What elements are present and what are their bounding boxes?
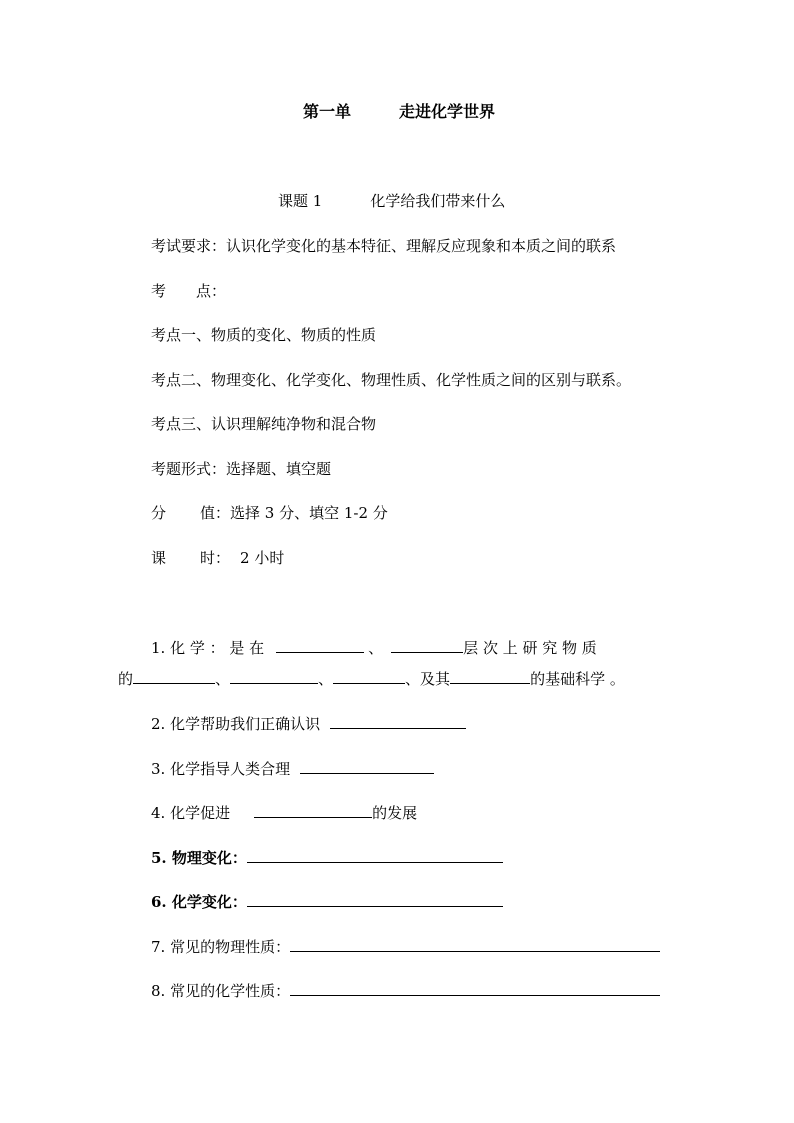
q1-blank-5[interactable] bbox=[333, 668, 405, 684]
question-6 bbox=[151, 891, 503, 912]
lesson-title bbox=[278, 191, 505, 211]
hours-value: 2 小时 bbox=[240, 549, 285, 567]
exam-point-3: 考点三、认识理解纯净物和混合物 bbox=[151, 415, 377, 433]
q1-sep-1: 、 bbox=[368, 639, 384, 657]
q3-text: 3. 化学指导人类合理 bbox=[151, 760, 291, 778]
q1-blank-2[interactable] bbox=[391, 637, 463, 653]
q1-blank-1[interactable] bbox=[276, 637, 364, 653]
q8-text: 8. 常见的化学性质： bbox=[151, 982, 291, 1000]
score-value bbox=[151, 503, 388, 523]
q1-blank-6[interactable] bbox=[450, 668, 530, 684]
question-3 bbox=[151, 758, 434, 779]
q8-blank[interactable] bbox=[290, 980, 660, 996]
question-5 bbox=[151, 847, 503, 868]
exam-requirements: 考试要求：认识化学变化的基本特征、理解反应现象和本质之间的联系 bbox=[151, 237, 617, 255]
hours-label-b: 时： bbox=[200, 549, 231, 567]
points-label-a: 考 bbox=[151, 282, 167, 300]
q1-text-b: 层 次 上 研 究 物 质 bbox=[463, 639, 597, 657]
exam-point-2: 考点二、物理变化、化学变化、物理性质、化学性质之间的区别与联系。 bbox=[151, 371, 632, 389]
question-7 bbox=[151, 936, 660, 957]
q2-blank[interactable] bbox=[330, 713, 466, 729]
q1-blank-3[interactable] bbox=[133, 668, 215, 684]
q3-blank[interactable] bbox=[300, 758, 434, 774]
question-4 bbox=[151, 802, 417, 823]
q2-text: 2. 化学帮助我们正确认识 bbox=[151, 715, 321, 733]
q4-blank[interactable] bbox=[254, 802, 372, 818]
lesson-title-part1: 课题 1 bbox=[278, 192, 323, 210]
q1-blank-4[interactable] bbox=[230, 668, 318, 684]
question-1-line-2 bbox=[118, 668, 625, 689]
q6-text: 6. 化学变化： bbox=[151, 893, 247, 911]
q1-sep-3: 、 bbox=[318, 670, 334, 688]
q1-text-a: 1. 化 学 ： 是 在 bbox=[151, 639, 265, 657]
q1-sep-4: 、及其 bbox=[405, 670, 451, 688]
q6-blank[interactable] bbox=[247, 891, 503, 907]
exam-form: 考题形式：选择题、填空题 bbox=[151, 460, 332, 478]
q7-blank[interactable] bbox=[290, 936, 660, 952]
unit-title-part1: 第一单 bbox=[303, 102, 352, 121]
unit-title-part2: 走进化学世界 bbox=[399, 102, 496, 121]
q7-text: 7. 常见的物理性质： bbox=[151, 938, 291, 956]
unit-title bbox=[303, 102, 495, 122]
exam-point-1: 考点一、物质的变化、物质的性质 bbox=[151, 326, 377, 344]
points-label-b: 点： bbox=[196, 282, 227, 300]
class-hours bbox=[151, 548, 284, 568]
q1-sep-2: 、 bbox=[215, 670, 231, 688]
q1-text-end: 的基础科学 。 bbox=[530, 670, 625, 688]
question-2 bbox=[151, 713, 466, 734]
q5-text: 5. 物理变化： bbox=[151, 849, 247, 867]
q4-tail: 的发展 bbox=[372, 804, 418, 822]
hours-label-a: 课 bbox=[151, 549, 167, 567]
question-8 bbox=[151, 980, 660, 1001]
question-1-line-1 bbox=[151, 637, 675, 658]
q5-blank[interactable] bbox=[247, 847, 503, 863]
q4-text: 4. 化学促进 bbox=[151, 804, 231, 822]
score-label-a: 分 bbox=[151, 504, 167, 522]
q1-text-c: 的 bbox=[118, 670, 134, 688]
score-text: 值：选择 3 分、填空 1-2 分 bbox=[200, 504, 388, 522]
lesson-title-part2: 化学给我们带来什么 bbox=[370, 192, 506, 210]
exam-points-label bbox=[151, 281, 226, 301]
